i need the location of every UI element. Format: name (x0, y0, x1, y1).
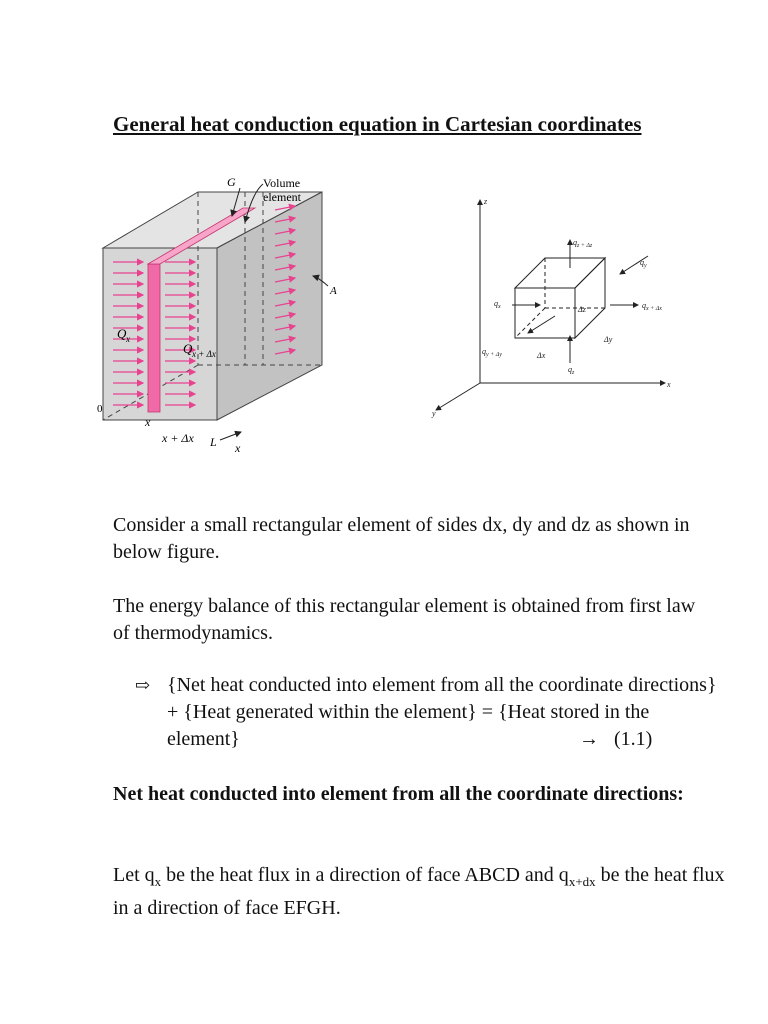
delta-y: Δy (604, 335, 613, 344)
label-x: x (145, 415, 151, 429)
label-l: L (210, 435, 217, 449)
subscript-x-dx: x+dx (568, 874, 596, 889)
label-zero: 0 (97, 403, 103, 415)
paragraph-intro: Consider a small rectangular element of sides dx, dy and dz as shown in below figure. (113, 514, 690, 563)
label-axis-x: x (235, 441, 241, 455)
q-top: q (573, 238, 577, 247)
label-qdx: Q (183, 341, 193, 356)
axis-z-label: z (484, 197, 488, 206)
label-volume: Volume (263, 176, 301, 190)
q-z: q (568, 365, 572, 374)
q-ydy: q (482, 347, 486, 356)
arrow-icon: → (579, 728, 599, 750)
label-q: Q (117, 326, 127, 341)
q-z-sub: z (572, 370, 575, 376)
axis-y-label: y (432, 409, 436, 418)
page-title: General heat conduction equation in Cartesian coordinates (113, 112, 642, 136)
equation-number: (1.1) (614, 728, 653, 750)
paragraph-energy-balance: The energy balance of this rectangular element is obtained from first law of thermodynamics. (113, 595, 696, 644)
label-element: element (263, 190, 301, 204)
delta-z: Δz (578, 305, 586, 314)
q-top-sub: z + Δz (577, 243, 593, 249)
q-xdx: q (642, 301, 646, 310)
bullet-text: {Net heat conducted into element from all the coordinate directions} + {Heat generated within the element} = {Heat stored in the element} (167, 674, 717, 750)
svg-text:qy (640, 258, 647, 269)
q-y-sub: y (644, 263, 647, 269)
q-ydy-sub: y + Δy (486, 352, 502, 358)
axis-x-label: x (667, 380, 671, 389)
svg-text:qy + Δy (482, 347, 502, 358)
q-x: q (494, 299, 498, 308)
q-y: q (640, 258, 644, 267)
label-q-sub: x (126, 334, 130, 344)
section-heading: Net heat conducted into element from all the coordinate directions: (113, 783, 684, 805)
svg-text:qz + Δz (573, 238, 593, 249)
volume-element-strip (148, 264, 160, 412)
q-xdx-sub: x + Δx (646, 306, 662, 312)
svg-text:qx + Δx (642, 301, 662, 312)
text-part: Let q (113, 864, 155, 886)
hollow-arrow-icon: ⇨ (135, 675, 151, 695)
label-xdx: x + Δx (162, 431, 194, 445)
q-x-sub: x (498, 304, 501, 310)
label-g: G (227, 175, 236, 189)
text-part: be the heat flux in a direction of face EFGH. (113, 864, 725, 919)
slab-volume-element-figure (95, 170, 345, 460)
delta-x: Δx (537, 351, 546, 360)
equation-reference (579, 726, 652, 753)
svg-text:qz (568, 365, 575, 376)
label-qdx-sub: x + Δx (192, 349, 216, 359)
subscript-x: x (154, 874, 162, 889)
svg-text:qx (494, 299, 501, 310)
rectangular-element-figure (420, 188, 710, 423)
text-part: be the heat flux in a direction of face ABCD and q (161, 864, 569, 886)
label-a: A (330, 285, 337, 297)
paragraph-heat-flux (113, 862, 733, 922)
